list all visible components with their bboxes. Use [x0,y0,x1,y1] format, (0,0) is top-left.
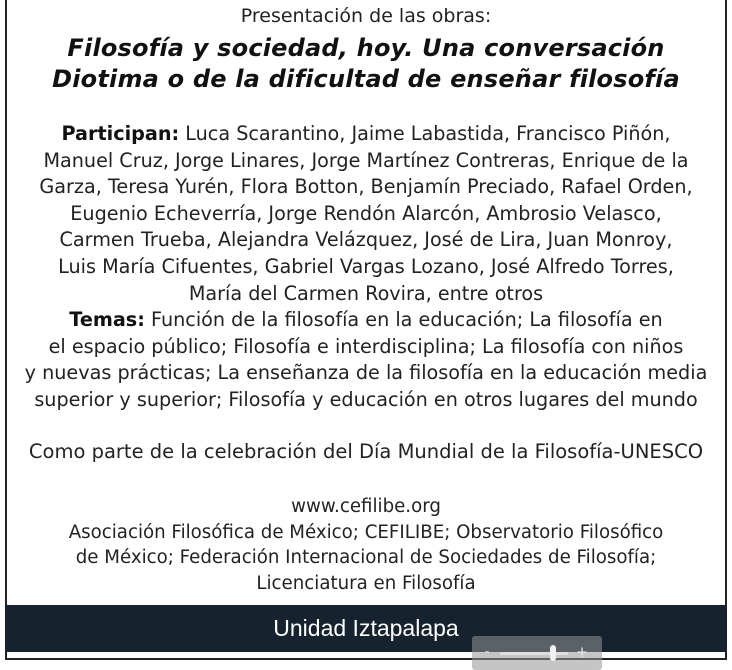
organizers-line-1: Asociación Filosófica de México; CEFILIBE; Observatorio Filosófico [68,521,664,543]
details-block [0,121,732,414]
organizers-line-3: Licenciatura en Filosofía [256,572,476,594]
unit-banner-text: Unidad Iztapalapa [273,615,459,641]
participants-label: Participan: [61,122,180,145]
participants-line-1 [0,121,732,148]
topics-text-1: Función de la filosofía en la educación; La filosofía en [144,308,663,332]
participants-line-4: Eugenio Echeverría, Jorge Rendón Alarcón, Ambrosio Velasco, [70,201,662,225]
presentation-intro: Presentación de las obras: [240,5,492,27]
footer-block [0,494,732,596]
participants-line-3: Garza, Teresa Yurén, Flora Botton, Benjamín Preciado, Rafael Orden, [39,175,693,199]
participants-text-1: Luca Scarantino, Jaime Labastida, Francisco Piñón, [179,122,671,145]
participants-line-5: Carmen Trueba, Alejandra Velázquez, José de Lira, Juan Monroy, [59,228,673,252]
topics-line-1 [0,307,732,334]
topics-label: Temas: [69,308,145,332]
unit-banner [5,605,727,652]
zoom-in-button[interactable]: + [575,643,589,661]
book-titles [0,33,732,95]
topics-line-4: superior y superior; Filosofía y educación en otros lugares del mundo [34,387,698,411]
website-link[interactable]: www.cefilibe.org [291,496,441,517]
zoom-slider-track[interactable] [500,652,568,655]
organizers-line-2: de México; Federación Internacional de Sociedades de Filosofía; [75,547,657,569]
celebration-note: Como parte de la celebración del Día Mundial de la Filosofía-UNESCO [28,440,704,463]
book-title-1: Filosofía y sociedad, hoy. Una conversación [67,34,665,62]
participants-line-7: María del Carmen Rovira, entre otros [188,281,544,305]
zoom-out-button[interactable]: - [484,644,490,660]
book-title-2: Diotima o de la dificultad de enseñar filosofía [52,65,680,93]
zoom-control [472,636,602,670]
participants-line-6: Luis María Cifuentes, Gabriel Vargas Lozano, José Alfredo Torres, [58,254,674,278]
participants-line-2: Manuel Cruz, Jorge Linares, Jorge Martínez Contreras, Enrique de la [43,148,689,172]
topics-line-2: el espacio público; Filosofía e interdisciplina; La filosofía con niños [48,334,684,358]
topics-line-3: y nuevas prácticas; La enseñanza de la filosofía en la educación media [24,361,708,385]
zoom-slider-thumb[interactable] [550,645,556,661]
